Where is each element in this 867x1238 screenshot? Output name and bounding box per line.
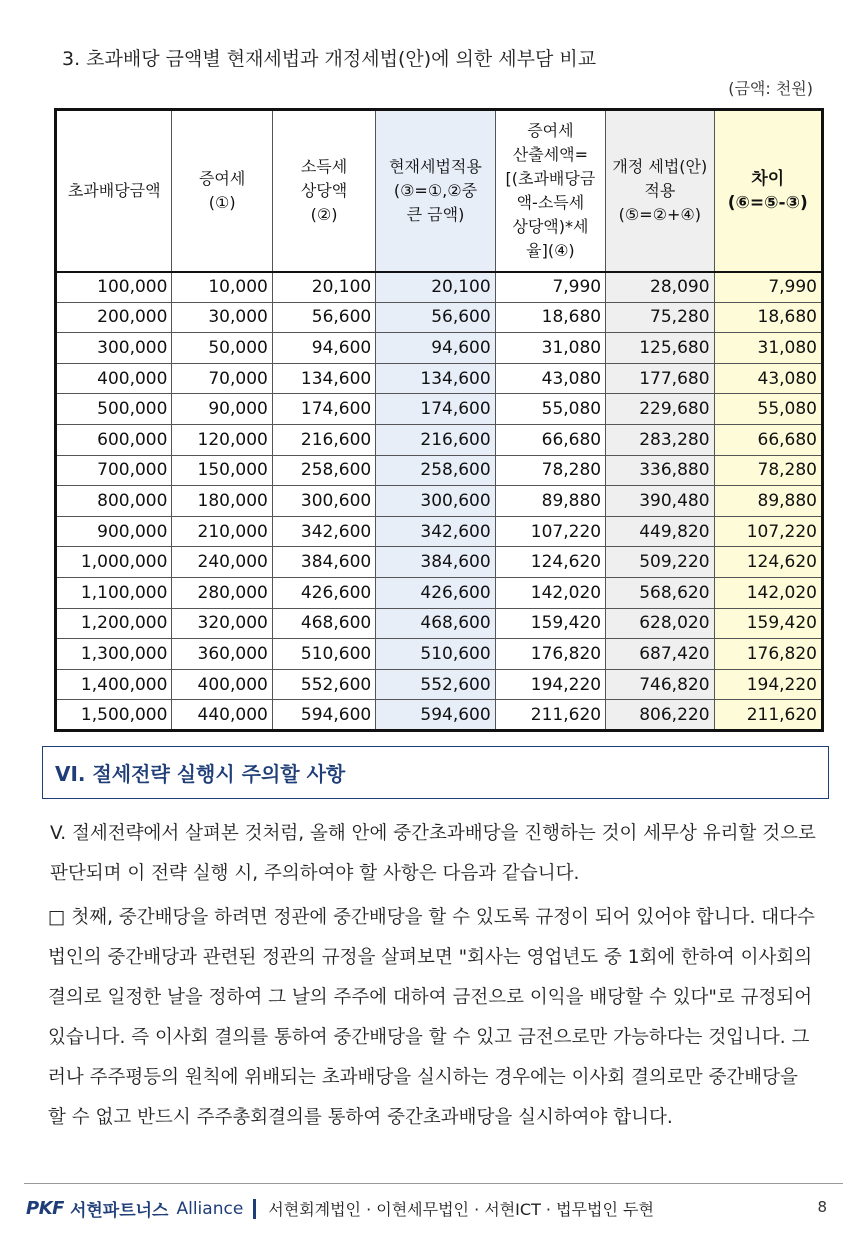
cell-difference: 55,080	[714, 394, 822, 425]
cell-difference: 142,020	[714, 577, 822, 608]
cell-difference: 176,820	[714, 639, 822, 670]
cell-current-law: 174,600	[376, 394, 495, 425]
cell-gift-tax: 120,000	[172, 424, 272, 455]
cell-current-law: 20,100	[376, 272, 495, 303]
cell-revised-law: 75,280	[606, 302, 714, 333]
cell-revised-law: 125,680	[606, 333, 714, 364]
cell-income-tax-equivalent: 134,600	[272, 363, 375, 394]
cell-revised-law: 628,020	[606, 608, 714, 639]
cell-difference: 211,620	[714, 700, 822, 731]
cell-difference: 43,080	[714, 363, 822, 394]
cell-gift-tax-computed: 43,080	[495, 363, 605, 394]
cell-current-law: 216,600	[376, 424, 495, 455]
cell-difference: 124,620	[714, 547, 822, 578]
table-row	[56, 363, 823, 394]
header-cell-income-tax-equivalent: 소득세 상당액 (②)	[272, 110, 375, 272]
table-row	[56, 272, 823, 303]
cell-current-law: 300,600	[376, 486, 495, 517]
cell-revised-law: 568,620	[606, 577, 714, 608]
page-number: 8	[817, 1198, 827, 1216]
cell-income-tax-equivalent: 94,600	[272, 333, 375, 364]
cell-income-tax-equivalent: 174,600	[272, 394, 375, 425]
cell-revised-law: 449,820	[606, 516, 714, 547]
cell-excess-dividend: 400,000	[56, 363, 172, 394]
cell-current-law: 552,600	[376, 669, 495, 700]
cell-gift-tax: 360,000	[172, 639, 272, 670]
cell-gift-tax-computed: 107,220	[495, 516, 605, 547]
cell-excess-dividend: 1,000,000	[56, 547, 172, 578]
pkf-logo: PKF	[26, 1198, 64, 1219]
cell-revised-law: 746,820	[606, 669, 714, 700]
cell-revised-law: 390,480	[606, 486, 714, 517]
cell-gift-tax-computed: 176,820	[495, 639, 605, 670]
cell-excess-dividend: 300,000	[56, 333, 172, 364]
cell-revised-law: 687,420	[606, 639, 714, 670]
section-title: 3. 초과배당 금액별 현재세법과 개정세법(안)에 의한 세부담 비교	[62, 48, 597, 70]
cell-gift-tax: 440,000	[172, 700, 272, 731]
cell-current-law: 384,600	[376, 547, 495, 578]
cell-excess-dividend: 100,000	[56, 272, 172, 303]
table-row	[56, 394, 823, 425]
cell-gift-tax: 50,000	[172, 333, 272, 364]
section-heading: VI. 절세전략 실행시 주의할 사항	[55, 762, 346, 786]
cell-gift-tax-computed: 142,020	[495, 577, 605, 608]
cell-gift-tax-computed: 7,990	[495, 272, 605, 303]
cell-difference: 159,420	[714, 608, 822, 639]
cell-excess-dividend: 1,400,000	[56, 669, 172, 700]
unit-label: (금액: 천원)	[728, 79, 813, 98]
cell-revised-law: 177,680	[606, 363, 714, 394]
cell-current-law: 426,600	[376, 577, 495, 608]
firm-logo-name: 서현파트너스	[69, 1201, 169, 1221]
cell-income-tax-equivalent: 426,600	[272, 577, 375, 608]
table-row	[56, 302, 823, 333]
table-row	[56, 700, 823, 731]
table-row	[56, 455, 823, 486]
header-cell-gift-tax-computed: 증여세 산출세액= [(초과배당금 액-소득세 상당액)*세 율](④)	[495, 110, 605, 272]
footer-divider	[24, 1183, 843, 1184]
cell-difference: 89,880	[714, 486, 822, 517]
table-row	[56, 547, 823, 578]
cell-gift-tax: 180,000	[172, 486, 272, 517]
paragraph-intro: V. 절세전략에서 살펴본 것처럼, 올해 안에 중간초과배당을 진행하는 것이 세무상 유리할 것으로 판단되며 이 전략 실행 시, 주의하여야 할 사항은 다음과 같습니다.	[50, 823, 816, 884]
cell-excess-dividend: 500,000	[56, 394, 172, 425]
cell-current-law: 594,600	[376, 700, 495, 731]
table-row	[56, 516, 823, 547]
cell-excess-dividend: 800,000	[56, 486, 172, 517]
cell-gift-tax: 240,000	[172, 547, 272, 578]
cell-current-law: 134,600	[376, 363, 495, 394]
cell-difference: 107,220	[714, 516, 822, 547]
table-row	[56, 333, 823, 364]
table-row	[56, 608, 823, 639]
cell-gift-tax-computed: 124,620	[495, 547, 605, 578]
cell-income-tax-equivalent: 552,600	[272, 669, 375, 700]
header-cell-current-law: 현재세법적용 (③=①,②중 큰 금액)	[376, 110, 495, 272]
cell-revised-law: 28,090	[606, 272, 714, 303]
table-body	[56, 272, 823, 731]
table-row	[56, 424, 823, 455]
cell-excess-dividend: 1,500,000	[56, 700, 172, 731]
cell-difference: 66,680	[714, 424, 822, 455]
cell-difference: 194,220	[714, 669, 822, 700]
footer	[26, 1196, 654, 1221]
table-row	[56, 577, 823, 608]
cell-income-tax-equivalent: 216,600	[272, 424, 375, 455]
cell-gift-tax-computed: 78,280	[495, 455, 605, 486]
tax-comparison-table	[54, 108, 824, 732]
cell-income-tax-equivalent: 468,600	[272, 608, 375, 639]
cell-revised-law: 806,220	[606, 700, 714, 731]
cell-income-tax-equivalent: 300,600	[272, 486, 375, 517]
cell-gift-tax-computed: 31,080	[495, 333, 605, 364]
cell-gift-tax-computed: 159,420	[495, 608, 605, 639]
cell-current-law: 94,600	[376, 333, 495, 364]
cell-difference: 31,080	[714, 333, 822, 364]
cell-gift-tax-computed: 66,680	[495, 424, 605, 455]
cell-income-tax-equivalent: 384,600	[272, 547, 375, 578]
cell-gift-tax: 210,000	[172, 516, 272, 547]
cell-gift-tax: 70,000	[172, 363, 272, 394]
cell-current-law: 468,600	[376, 608, 495, 639]
section-heading-box	[42, 746, 829, 799]
header-cell-gift-tax: 증여세 (①)	[172, 110, 272, 272]
cell-gift-tax-computed: 18,680	[495, 302, 605, 333]
cell-difference: 7,990	[714, 272, 822, 303]
cell-current-law: 56,600	[376, 302, 495, 333]
cell-gift-tax: 150,000	[172, 455, 272, 486]
table-row	[56, 486, 823, 517]
cell-excess-dividend: 600,000	[56, 424, 172, 455]
paragraph-first-point: □ 첫째, 중간배당을 하려면 정관에 중간배당을 할 수 있도록 규정이 되어 있어야 합니다. 대다수 법인의 중간배당과 관련된 정관의 규정을 살펴보면 "회사는 영업년도 중 1회에 한하여 이사회의 결의로 일정한 날을 정하여 그 날의 주주에 대하여 금전으로 이익을 배당할 수 있다"로 규정되어 있습니다. 즉 이사회 결의를 통하여 중간배당을 할 수 있고 금전으로만 가능하다는 것입니다. 그러나 주주평등의 원칙에 위배되는 초과배당을 실시하는 경우에는 이사회 결의로만 중간배당을 할 수 없고 반드시 주주총회결의를 통하여 중간초과배당을 실시하여야 합니다.	[48, 907, 815, 1128]
header-cell-difference: 차이 (⑥=⑤-③)	[714, 110, 822, 272]
header-cell-excess-dividend: 초과배당금액	[56, 110, 172, 272]
cell-revised-law: 336,880	[606, 455, 714, 486]
cell-income-tax-equivalent: 258,600	[272, 455, 375, 486]
cell-difference: 18,680	[714, 302, 822, 333]
cell-gift-tax: 280,000	[172, 577, 272, 608]
cell-excess-dividend: 200,000	[56, 302, 172, 333]
table-row	[56, 639, 823, 670]
cell-difference: 78,280	[714, 455, 822, 486]
cell-revised-law: 283,280	[606, 424, 714, 455]
table-row	[56, 669, 823, 700]
cell-excess-dividend: 900,000	[56, 516, 172, 547]
alliance-label: Alliance	[176, 1198, 244, 1219]
cell-current-law: 258,600	[376, 455, 495, 486]
header-cell-revised-law: 개정 세법(안) 적용 (⑤=②+④)	[606, 110, 714, 272]
cell-gift-tax: 10,000	[172, 272, 272, 303]
cell-gift-tax: 90,000	[172, 394, 272, 425]
cell-gift-tax: 400,000	[172, 669, 272, 700]
cell-income-tax-equivalent: 20,100	[272, 272, 375, 303]
cell-current-law: 510,600	[376, 639, 495, 670]
cell-gift-tax-computed: 194,220	[495, 669, 605, 700]
cell-income-tax-equivalent: 56,600	[272, 302, 375, 333]
footer-firms: 서현회계법인 · 이현세무법인 · 서현ICT · 법무법인 두현	[268, 1200, 654, 1219]
cell-revised-law: 509,220	[606, 547, 714, 578]
cell-gift-tax-computed: 89,880	[495, 486, 605, 517]
cell-income-tax-equivalent: 510,600	[272, 639, 375, 670]
cell-gift-tax: 30,000	[172, 302, 272, 333]
cell-gift-tax: 320,000	[172, 608, 272, 639]
table-header	[56, 110, 823, 272]
cell-excess-dividend: 1,300,000	[56, 639, 172, 670]
cell-excess-dividend: 1,200,000	[56, 608, 172, 639]
cell-gift-tax-computed: 211,620	[495, 700, 605, 731]
cell-current-law: 342,600	[376, 516, 495, 547]
cell-income-tax-equivalent: 342,600	[272, 516, 375, 547]
cell-excess-dividend: 700,000	[56, 455, 172, 486]
cell-excess-dividend: 1,100,000	[56, 577, 172, 608]
cell-revised-law: 229,680	[606, 394, 714, 425]
footer-separator	[253, 1199, 256, 1219]
cell-gift-tax-computed: 55,080	[495, 394, 605, 425]
cell-income-tax-equivalent: 594,600	[272, 700, 375, 731]
